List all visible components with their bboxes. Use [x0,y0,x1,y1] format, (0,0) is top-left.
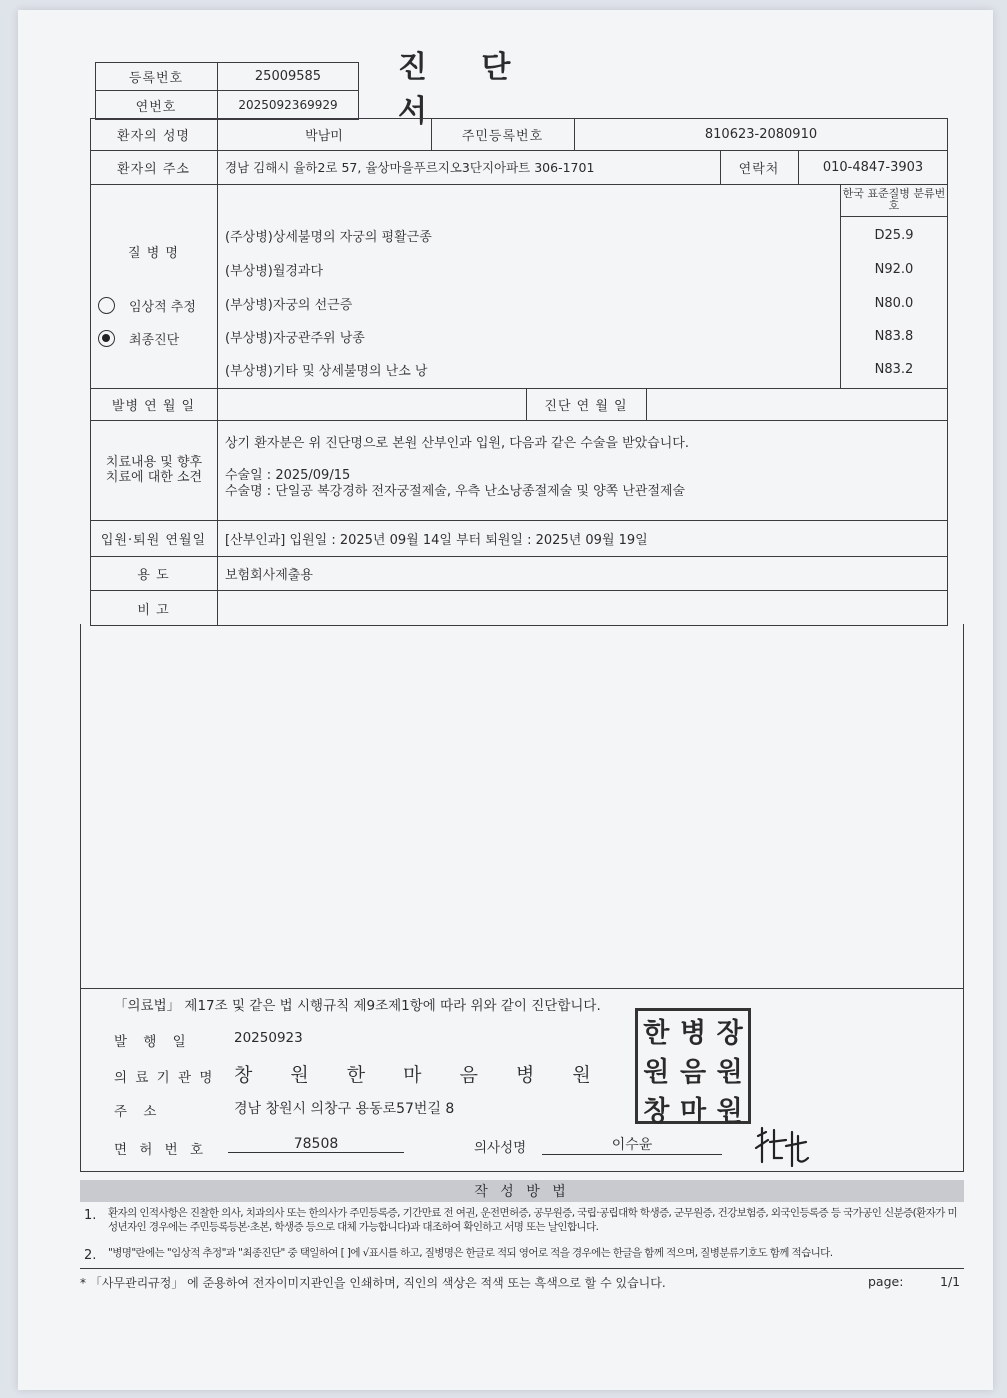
remarks-label: 비 고 [137,602,170,618]
opinion-line: 상기 환자분은 위 진단명으로 본원 산부인과 입원, 다음과 같은 수술을 받았습니다. [225,436,690,451]
diagnosis-date-value [646,388,948,420]
license-label: 면 허 번 호 [114,1142,208,1158]
disease-item: (주상병)상세불명의 자궁의 평활근종 [225,229,432,245]
final-diagnosis-option[interactable] [98,328,217,348]
reg-no-label: 등록번호 [128,70,184,86]
code-header: 한국 표준질병 분류번호 [842,187,946,212]
hospital-address: 경남 창원시 의창구 용동로57번길 8 [234,1101,455,1117]
contact-value: 010-4847-3903 [822,159,924,175]
reg-no-value: 25009585 [254,68,322,84]
remarks-value [225,590,940,626]
clinical-estimate-label: 임상적 추정 [129,299,196,315]
clinical-estimate-radio[interactable] [98,297,115,314]
serial-no-value: 2025092369929 [238,98,338,112]
doctor-signature [752,1122,812,1170]
document-title: 진 단 서 [398,50,533,129]
rrn-value: 810623-2080910 [704,126,818,142]
disease-item: (부상병)자궁의 선근증 [225,297,353,313]
disease-label: 질 병 명 [128,245,179,261]
hospital-seal: 한 병 장 원 음 원 창 마 원 [635,1008,751,1124]
hospital-name: 창 원 한 마 음 병 원 [234,1064,607,1086]
address-footer-label: 주 소 [114,1104,163,1120]
opinion-text [225,436,940,500]
issue-date-value: 20250923 [234,1030,303,1046]
instruction-item: 환자의 인적사항은 진찰한 의사, 치과의사 또는 한의사가 주민등록증, 기간만료 전 여권, 운전면허증, 공무원증, 국립·공립대학 학생증, 군무원증, 건강보험증, 외국인등록증 등 국가공인 신분증(환자가 미성년자인 경우에는 주민등록등본·초본, 학생증 등으로 대체 가능합니다)과 대조하여 확인하고 서명 또는 날인합니다. [108,1207,958,1233]
usage-value: 보험회사제출용 [225,567,313,583]
admission-value: [산부인과] 입원일 : 2025년 09월 14일 부터 퇴원일 : 2025년 09월 19일 [225,532,648,548]
page-number: 1/1 [940,1274,961,1289]
disease-code: N83.2 [874,361,914,377]
disease-item: (부상병)자궁관주위 낭종 [225,330,365,346]
disease-code: N92.0 [874,261,914,277]
diagnosis-certificate [18,10,993,1390]
footnote: * 「사무관리규정」 에 준용하여 전자이미지관인을 인쇄하며, 직인의 색상은 적색 또는 흑색으로 할 수 있습니다. [80,1276,666,1290]
instruction-number: 2. [84,1248,97,1263]
opinion-label: 치료내용 및 향후 치료에 대한 소견 [105,455,203,485]
rrn-label: 주민등록번호 [461,128,544,144]
usage-label: 용 도 [137,567,170,583]
hospital-label: 의 료 기 관 명 [114,1070,215,1086]
law-statement: 「의료법」 제17조 및 같은 법 시행규칙 제9조제1항에 따라 위와 같이 진단합니다. [114,998,601,1014]
contact-label: 연락처 [738,161,780,177]
surgery-name: 수술명 : 단일공 복강경하 전자궁절제술, 우측 난소낭종절제술 및 양쪽 난관절제술 [225,484,686,499]
admission-label: 입원·퇴원 연월일 [100,532,207,548]
serial-no-label: 연번호 [135,99,177,115]
doctor-label: 의사성명 [474,1140,527,1156]
blank-area [80,624,964,1172]
patient-name: 박남미 [305,128,343,144]
name-label: 환자의 성명 [117,128,190,144]
disease-item: (부상병)월경과다 [225,263,324,279]
disease-code: D25.9 [874,227,914,243]
diagnosis-date-label: 진단 연 월 일 [544,398,628,414]
instruction-number: 1. [84,1208,97,1223]
disease-item: (부상병)기타 및 상세불명의 난소 낭 [225,363,428,379]
onset-date-value [217,388,526,420]
doctor-name: 이수윤 [542,1134,722,1155]
patient-address: 경남 김해시 율하2로 57, 율상마을푸르지오3단지아파트 306-1701 [225,160,595,175]
page-label: page: [868,1274,904,1289]
license-value: 78508 [228,1136,404,1153]
final-diagnosis-label: 최종진단 [129,332,180,348]
disease-code: N83.8 [874,328,914,344]
surgery-date: 수술일 : 2025/09/15 [225,468,351,483]
instruction-item: "병명"란에는 "임상적 추정"과 "최종진단" 중 택일하여 [ ]에 √표시를 하고, 질병명은 한글로 적되 영어로 적을 경우에는 한글을 함께 적으며, 질병분류기호도 함께 적습니다. [108,1247,833,1259]
disease-code: N80.0 [874,295,914,311]
issue-date-label: 발 행 일 [114,1034,192,1050]
address-label: 환자의 주소 [117,161,190,177]
final-diagnosis-radio[interactable] [98,330,115,347]
onset-date-label: 발병 연 월 일 [111,398,196,414]
instructions-header: 작 성 방 법 [80,1180,964,1202]
clinical-estimate-option[interactable] [98,295,217,315]
